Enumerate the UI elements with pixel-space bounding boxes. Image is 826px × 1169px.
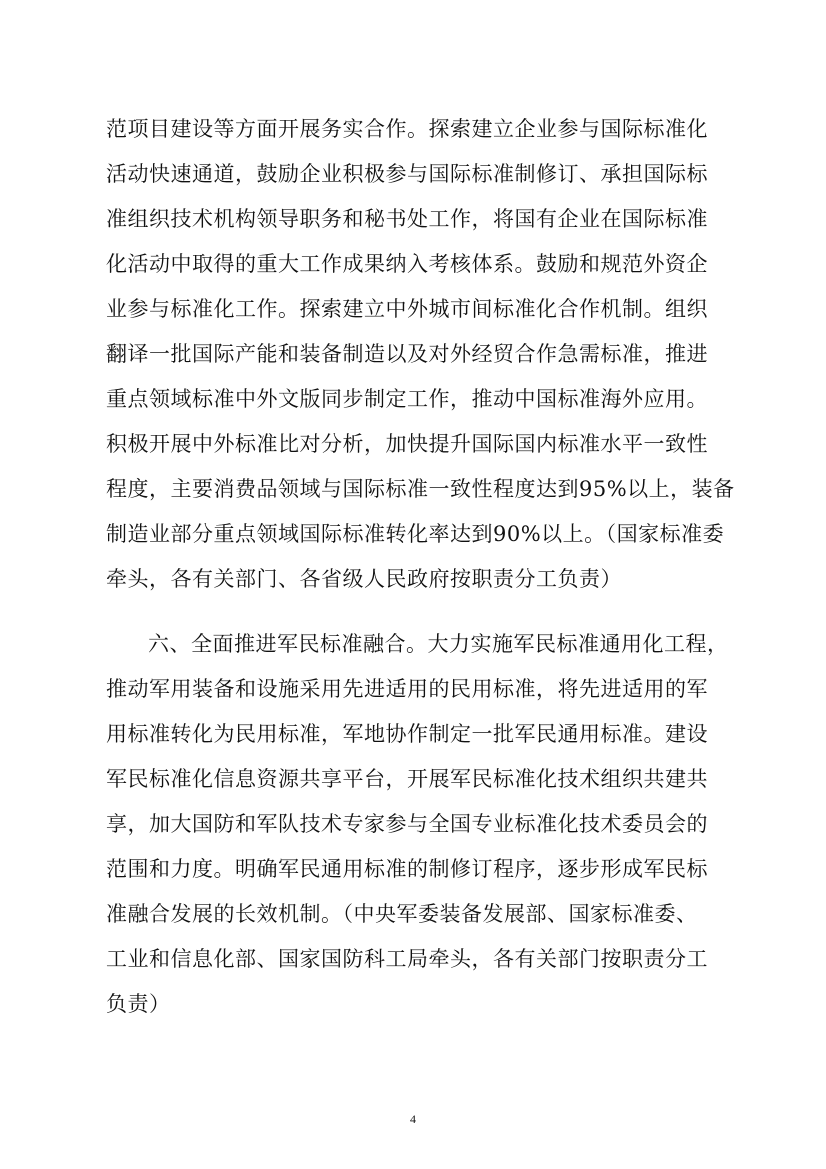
text-line: 重点领域标准中外文版同步制定工作，推动中国标准海外应用。 xyxy=(106,387,708,411)
text-line: 负责） xyxy=(106,992,171,1016)
text-line: 程度，主要消费品领域与国际标准一致性程度达到95%以上，装备 xyxy=(106,477,735,501)
text-line: 业参与标准化工作。探索建立中外城市间标准化合作机制。组织 xyxy=(106,297,708,321)
text-line: 推动军用装备和设施采用先进适用的民用标准，将先进适用的军 xyxy=(106,677,708,701)
text-line: 享，加大国防和军队技术专家参与全国专业标准化技术委员会的 xyxy=(106,812,708,836)
text-line: 翻译一批国际产能和装备制造以及对外经贸合作急需标准，推进 xyxy=(106,342,708,366)
text-line: 化活动中取得的重大工作成果纳入考核体系。鼓励和规范外资企 xyxy=(106,252,708,276)
text-line: 制造业部分重点领域国际标准转化率达到90%以上。（国家标准委 xyxy=(106,522,725,546)
text-line: 准组织技术机构领导职务和秘书处工作，将国有企业在国际标准 xyxy=(106,207,708,231)
text-line: 范围和力度。明确军民通用标准的制修订程序，逐步形成军民标 xyxy=(106,857,708,881)
text-line: 用标准转化为民用标准，军地协作制定一批军民通用标准。建设 xyxy=(106,722,708,746)
text-line: 军民标准化信息资源共享平台，开展军民标准化技术组织共建共 xyxy=(106,767,708,791)
text-line: 活动快速通道，鼓励企业积极参与国际标准制修订、承担国际标 xyxy=(106,162,708,186)
page-number: 4 xyxy=(410,1112,416,1126)
text-line: 牵头，各有关部门、各省级人民政府按职责分工负责） xyxy=(106,567,622,591)
text-line: 积极开展中外标准比对分析，加快提升国际国内标准水平一致性 xyxy=(106,432,708,456)
text-line: 六、全面推进军民标准融合。大力实施军民标准通用化工程， xyxy=(148,632,729,656)
text-line: 准融合发展的长效机制。（中央军委装备发展部、国家标准委、 xyxy=(106,902,698,926)
text-line: 工业和信息化部、国家国防科工局牵头，各有关部门按职责分工 xyxy=(106,947,708,971)
text-line: 范项目建设等方面开展务实合作。探索建立企业参与国际标准化 xyxy=(106,117,708,141)
